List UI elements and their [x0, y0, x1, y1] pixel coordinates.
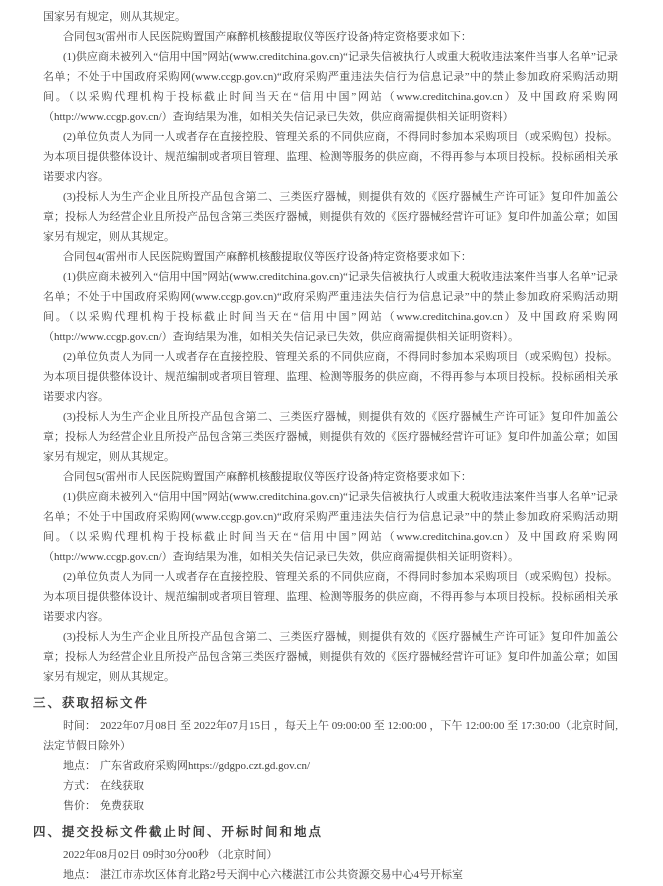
- package3-title: 合同包3(雷州市人民医院购置国产麻醉机核酸提取仪等医疗设备)特定资格要求如下：: [63, 31, 472, 43]
- package5-requirement-3: (3)投标人为生产企业且所投产品包含第二、三类医疗器械，则提供有效的《医疗器械生产许可证》复印件加盖公章；投标人为经营企业且所投产品包含第三类医疗器械，则提供有效的《医疗器械经营许可证》复印件加盖公章；如国家另有规定，则从其规定。: [43, 631, 618, 683]
- get-docs-method-line: [43, 776, 618, 796]
- package4-requirement-3: (3)投标人为生产企业且所投产品包含第二、三类医疗器械，则提供有效的《医疗器械生产许可证》复印件加盖公章；投标人为经营企业且所投产品包含第三类医疗器械，则提供有效的《医疗器械经营许可证》复印件加盖公章；如国家另有规定，则从其规定。: [43, 411, 618, 463]
- time-label: 时间：: [63, 720, 97, 732]
- get-docs-time-line: [43, 716, 618, 756]
- section-heading-submit-bid: 四、提交投标文件截止时间、开标时间和地点: [33, 825, 324, 839]
- package5-title: 合同包5(雷州市人民医院购置国产麻醉机核酸提取仪等医疗设备)特定资格要求如下：: [63, 471, 472, 483]
- time-value: 2022年07月08日 至 2022年07月15日 ，每天上午 09:00:00 至 12:00:00 ，下午 12:00:00 至 17:30:00（北京时间,法定节假日除外）: [43, 720, 618, 752]
- method-label: 方式：: [63, 780, 96, 792]
- open-bid-location-label: 地点：: [63, 869, 96, 881]
- get-docs-location-line: [43, 756, 618, 776]
- paragraph-continuation: 国家另有规定，则从其规定。: [43, 11, 186, 23]
- location-value: 广东省政府采购网https://gdgpo.czt.gd.gov.cn/: [100, 760, 311, 772]
- price-value: 免费获取: [100, 800, 144, 812]
- package5-requirement-1: (1)供应商未被列入“信用中国”网站(www.creditchina.gov.cn)“记录失信被执行人或重大税收违法案件当事人名单”记录名单；不处于中国政府采购网(www.ccgp.gov.cn)“政府采购严重违法失信行为信息记录”中的禁止参加政府采购活动期间。（以采购代理机构于投标截止时间当天在“信用中国”网站（www.creditchina.gov.cn）及中国政府采购网（http://www.ccgp.gov.cn/）查询结果为准，如相关失信记录已失效，供应商需提供相关证明资料）。: [43, 491, 618, 563]
- package3-requirement-3: (3)投标人为生产企业且所投产品包含第二、三类医疗器械，则提供有效的《医疗器械生产许可证》复印件加盖公章；投标人为经营企业且所投产品包含第三类医疗器械，则提供有效的《医疗器械经营许可证》复印件加盖公章；如国家另有规定，则从其规定。: [43, 191, 618, 243]
- package3-requirement-1: (1)供应商未被列入“信用中国”网站(www.creditchina.gov.cn)“记录失信被执行人或重大税收违法案件当事人名单”记录名单；不处于中国政府采购网(www.ccgp.gov.cn)“政府采购严重违法失信行为信息记录”中的禁止参加政府采购活动期间。（以采购代理机构于投标截止时间当天在“信用中国”网站（www.creditchina.gov.cn）及中国政府采购网（http://www.ccgp.gov.cn/）查询结果为准，如相关失信记录已失效，供应商需提供相关证明资料）: [43, 51, 618, 123]
- package4-requirement-1: (1)供应商未被列入“信用中国”网站(www.creditchina.gov.cn)“记录失信被执行人或重大税收违法案件当事人名单”记录名单；不处于中国政府采购网(www.ccgp.gov.cn)“政府采购严重违法失信行为信息记录”中的禁止参加政府采购活动期间。（以采购代理机构于投标截止时间当天在“信用中国”网站（www.creditchina.gov.cn）及中国政府采购网（http://www.ccgp.gov.cn/）查询结果为准，如相关失信记录已失效，供应商需提供相关证明资料）。: [43, 271, 618, 343]
- open-bid-location-value: 湛江市赤坎区体育北路2号天润中心六楼湛江市公共资源交易中心4号开标室: [100, 869, 463, 881]
- submit-deadline-line: 2022年08月02日 09时30分00秒 （北京时间）: [63, 849, 278, 861]
- method-value: 在线获取: [100, 780, 144, 792]
- package4-title: 合同包4(雷州市人民医院购置国产麻醉机核酸提取仪等医疗设备)特定资格要求如下：: [63, 251, 472, 263]
- submit-location-line: [43, 865, 618, 885]
- section-heading-get-documents: 三、获取招标文件: [33, 696, 150, 710]
- package5-requirement-2: (2)单位负责人为同一人或者存在直接控股、管理关系的不同供应商，不得同时参加本采购项目（或采购包）投标。为本项目提供整体设计、规范编制或者项目管理、监理、检测等服务的供应商，不得再参与本项目投标。投标函相关承诺要求内容。: [43, 571, 618, 623]
- package3-requirement-2: (2)单位负责人为同一人或者存在直接控股、管理关系的不同供应商，不得同时参加本采购项目（或采购包）投标。为本项目提供整体设计、规范编制或者项目管理、监理、检测等服务的供应商，不得再参与本项目投标。投标函相关承诺要求内容。: [43, 131, 618, 183]
- price-label: 售价：: [63, 800, 96, 812]
- package4-requirement-2: (2)单位负责人为同一人或者存在直接控股、管理关系的不同供应商，不得同时参加本采购项目（或采购包）投标。为本项目提供整体设计、规范编制或者项目管理、监理、检测等服务的供应商，不得再参与本项目投标。投标函相关承诺要求内容。: [43, 351, 618, 403]
- location-label: 地点：: [63, 760, 96, 772]
- get-docs-price-line: [43, 796, 618, 816]
